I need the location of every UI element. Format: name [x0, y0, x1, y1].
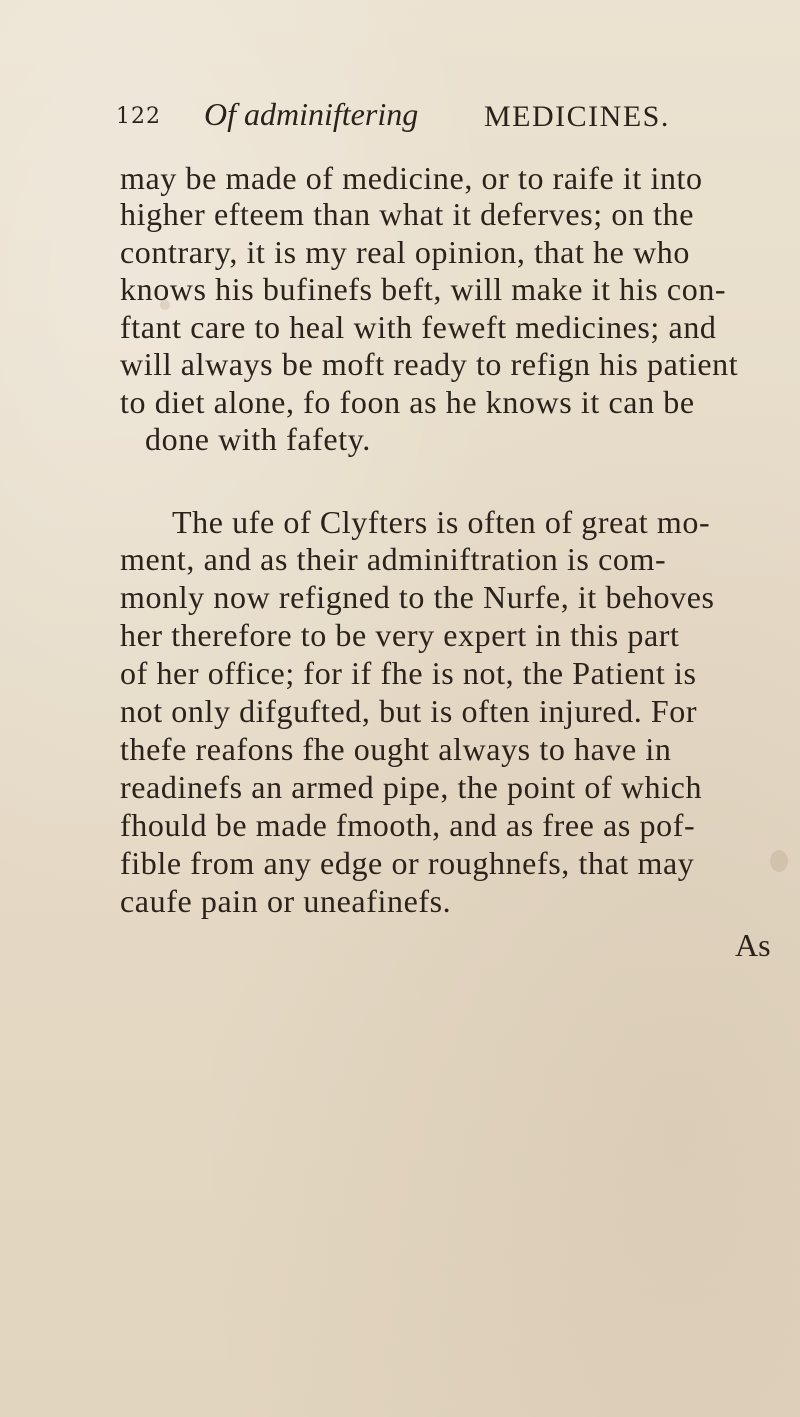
text-line: The ufe of Clyfters is often of great mo- — [172, 504, 711, 540]
text-line: will always be moft ready to refign his patient — [120, 346, 739, 382]
text-line: not only difgufted, but is often injured. For — [120, 693, 698, 729]
running-header — [116, 96, 676, 146]
text-line: higher efteem than what it deferves; on the — [120, 196, 695, 232]
text-line: fhould be made fmooth, and as free as pof- — [120, 807, 696, 843]
text-line: knows his bufinefs beft, will make it his con- — [120, 271, 727, 307]
text-line: done with fafety. — [145, 421, 371, 457]
text-line: contrary, it is my real opinion, that he who — [120, 234, 690, 270]
text-line: may be made of medicine, or to raife it into — [120, 160, 703, 196]
paper-stain — [770, 850, 788, 872]
running-head-title: MEDICINES. — [484, 100, 670, 133]
text-line: monly now refigned to the Nurfe, it behoves — [120, 579, 715, 615]
text-line: ment, and as their adminiftration is com- — [120, 541, 667, 577]
page-number: 122 — [116, 104, 161, 129]
running-head-italic: Of adminiftering — [204, 96, 419, 132]
text-line: readinefs an armed pipe, the point of which — [120, 769, 703, 805]
text-line: caufe pain or uneafinefs. — [120, 883, 452, 919]
text-line: fible from any edge or roughnefs, that may — [120, 845, 695, 881]
catchword: As — [735, 927, 771, 963]
text-line: ftant care to heal with feweft medicines; and — [120, 309, 717, 345]
text-line: thefe reafons fhe ought always to have in — [120, 731, 672, 767]
text-line: to diet alone, fo foon as he knows it can be — [120, 384, 695, 420]
text-line: her therefore to be very expert in this part — [120, 617, 680, 653]
text-line: of her office; for if fhe is not, the Patient is — [120, 655, 697, 691]
